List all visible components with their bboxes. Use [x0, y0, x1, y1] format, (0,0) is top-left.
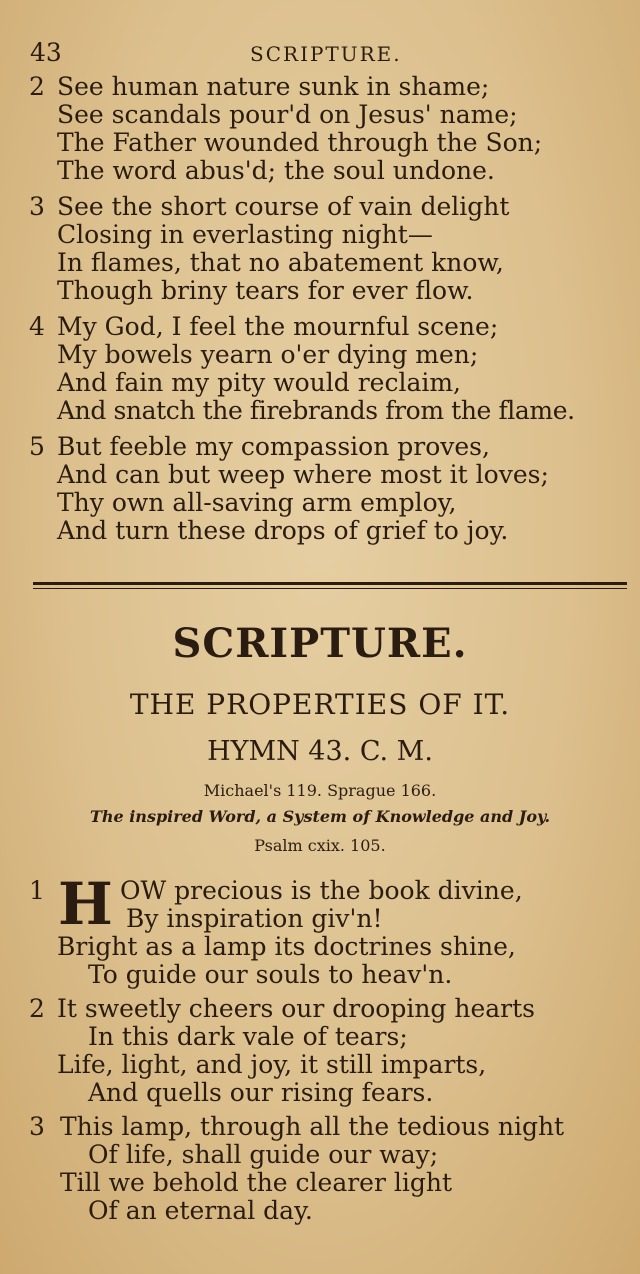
verse-number: 2	[29, 994, 45, 1023]
verse-line: The word abus'd; the soul undone.	[57, 156, 495, 185]
verse-line: OW precious is the book divine,	[120, 876, 523, 905]
verse-line: Closing in everlasting night—	[57, 220, 433, 249]
hymn-title: The inspired Word, a System of Knowledge and Joy.	[89, 807, 551, 826]
verse-line: Life, light, and joy, it still imparts,	[57, 1050, 487, 1079]
page-header	[0, 38, 640, 68]
verse-line: And fain my pity would reclaim,	[57, 368, 461, 397]
tune-references: Michael's 119. Sprague 166.	[203, 781, 437, 800]
section-divider	[33, 582, 627, 589]
verse-line: The Father wounded through the Son;	[57, 128, 543, 157]
page-number: 43	[30, 38, 62, 67]
verse-line: Thy own all-saving arm employ,	[57, 488, 457, 517]
section-heading: SCRIPTURE.	[172, 620, 468, 667]
verse-number: 2	[29, 72, 45, 101]
verse-line: My God, I feel the mournful scene;	[57, 312, 499, 341]
verse-line: Till we behold the clearer light	[60, 1168, 453, 1197]
verse-line: See human nature sunk in shame;	[57, 72, 490, 101]
verse-number: 3	[29, 1112, 45, 1141]
verse-line: And snatch the firebrands from the flame.	[57, 396, 575, 425]
verse-line: In this dark vale of tears;	[88, 1022, 408, 1051]
verse-line: This lamp, through all the tedious night	[60, 1112, 565, 1141]
verse-number: 3	[29, 192, 45, 221]
verse-line: By inspiration giv'n!	[126, 904, 383, 933]
verse-line: In flames, that no abatement know,	[57, 248, 504, 277]
drop-cap: H	[58, 870, 113, 938]
verse-line: And can but weep where most it loves;	[57, 460, 549, 489]
verse-number: 5	[29, 432, 45, 461]
section-subheading: THE PROPERTIES OF IT.	[129, 688, 511, 721]
running-head: SCRIPTURE.	[250, 42, 402, 66]
verse-line: It sweetly cheers our drooping hearts	[57, 994, 536, 1023]
verse-line: To guide our souls to heav'n.	[88, 960, 453, 989]
psalm-reference: Psalm cxix. 105.	[254, 836, 386, 855]
verse-line: And quells our rising fears.	[88, 1078, 434, 1107]
verse-line: See the short course of vain delight	[57, 192, 510, 221]
verse-number: 1	[29, 876, 45, 905]
verse-line: Though briny tears for ever flow.	[57, 276, 474, 305]
verse-line: My bowels yearn o'er dying men;	[57, 340, 479, 369]
verse-line: And turn these drops of grief to joy.	[57, 516, 509, 545]
verse-line: Bright as a lamp its doctrines shine,	[57, 932, 516, 961]
verse-number: 4	[29, 312, 45, 341]
verse-line: See scandals pour'd on Jesus' name;	[57, 100, 518, 129]
hymn-label: HYMN 43. C. M.	[207, 736, 433, 767]
verse-line: Of an eternal day.	[88, 1196, 313, 1225]
verse-line: Of life, shall guide our way;	[88, 1140, 439, 1169]
verse-line: But feeble my compassion proves,	[57, 432, 490, 461]
